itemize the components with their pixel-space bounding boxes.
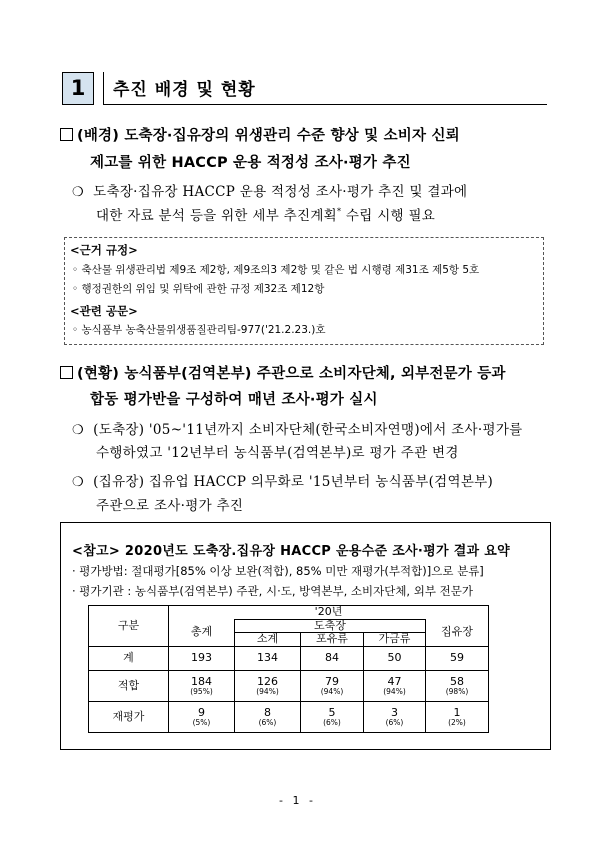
footnote-mark: * bbox=[337, 207, 342, 216]
percent: (2%) bbox=[448, 718, 466, 728]
value: 79 bbox=[325, 674, 339, 688]
basis-title: <근거 규정> bbox=[70, 243, 138, 257]
cell-milk: 59 bbox=[426, 646, 489, 670]
header-poultry: 가금류 bbox=[364, 633, 426, 647]
item2-bullet1-line2: 수행하였고 '12년부터 농식품부(검역본부)로 평가 주관 변경 bbox=[96, 445, 459, 461]
checkbox-square-icon bbox=[60, 128, 73, 141]
header-mammal: 포유류 bbox=[301, 633, 364, 647]
value: 5 bbox=[328, 705, 336, 719]
section-underline bbox=[103, 104, 547, 105]
cell-subtotal bbox=[235, 670, 301, 701]
percent: (6%) bbox=[258, 718, 277, 728]
percent: (6%) bbox=[385, 718, 404, 728]
reference-title: <참고> 2020년도 도축장.집유장 HACCP 운용수준 조사·평가 결과 요약 bbox=[72, 544, 510, 559]
item1-heading-line1: (배경) 도축장·집유장의 위생관리 수준 향상 및 소비자 신뢰 bbox=[77, 128, 460, 144]
cell-subtotal bbox=[235, 701, 301, 732]
percent: (94%) bbox=[383, 687, 406, 697]
percent: (98%) bbox=[445, 687, 469, 697]
table-row bbox=[89, 701, 489, 732]
basis-item-2: ◦ 행정권한의 위임 및 위탁에 관한 규정 제32조 제12항 bbox=[72, 283, 325, 295]
percent: (94%) bbox=[320, 687, 344, 697]
section-divider bbox=[103, 72, 104, 105]
table-row bbox=[89, 646, 489, 670]
item2-bullet1-line1: (도축장) '05~'11년까지 소비자단체(한국소비자연맹)에서 조사·평가를 bbox=[93, 422, 523, 438]
cell-milk bbox=[426, 670, 489, 701]
header-subtotal: 소계 bbox=[235, 633, 301, 647]
row-label: 재평가 bbox=[89, 701, 169, 732]
table-row bbox=[89, 670, 489, 701]
percent: (6%) bbox=[323, 718, 341, 728]
item2-bullet2 bbox=[72, 470, 493, 490]
percent: (94%) bbox=[256, 687, 279, 697]
checkbox-square-icon bbox=[60, 366, 73, 379]
item1-bullet bbox=[72, 180, 467, 200]
item2-bullet1 bbox=[72, 418, 523, 438]
value: 47 bbox=[387, 674, 402, 688]
item2-heading-line1: (현황) 농식품부(검역본부) 주관으로 소비자단체, 외부전문가 등과 bbox=[77, 366, 506, 382]
circle-bullet-icon: ❍ bbox=[72, 185, 84, 200]
value: 9 bbox=[198, 705, 205, 719]
cell-poultry bbox=[364, 701, 426, 732]
section-title: 추진 배경 및 현황 bbox=[113, 80, 256, 100]
header-year: '20년 bbox=[169, 606, 489, 620]
header-category: 구분 bbox=[89, 606, 169, 647]
value: 184 bbox=[191, 674, 212, 688]
percent: (5%) bbox=[192, 718, 211, 728]
doc-item: ◦ 농식품부 농축산물위생품질관리팀-977('21.2.23.)호 bbox=[72, 324, 326, 336]
row-label: 계 bbox=[89, 646, 169, 670]
results-table bbox=[88, 605, 489, 733]
cell-total: 193 bbox=[169, 646, 235, 670]
value: 3 bbox=[391, 705, 398, 719]
cell-subtotal: 134 bbox=[235, 646, 301, 670]
cell-mammal bbox=[301, 670, 364, 701]
item1-heading bbox=[60, 124, 460, 145]
reference-method: · 평가방법: 절대평가[85% 이상 보완(적합), 85% 미만 재평가(부적합)]으로 분류] bbox=[72, 564, 484, 578]
item1-bullet-line1: 도축장·집유장 HACCP 운용 적정성 조사·평가 추진 및 결과에 bbox=[93, 184, 468, 200]
section-number: 1 bbox=[62, 72, 94, 105]
cell-poultry: 50 bbox=[364, 646, 426, 670]
item1-bullet-line2a: 대한 자료 분석 등을 위한 세부 추진계획 bbox=[96, 208, 338, 224]
row-label: 적합 bbox=[89, 670, 169, 701]
cell-milk bbox=[426, 701, 489, 732]
item2-heading bbox=[60, 362, 506, 383]
value: 1 bbox=[453, 705, 461, 719]
item1-bullet-line2b: 수립 시행 필요 bbox=[341, 208, 436, 224]
value: 126 bbox=[257, 674, 278, 688]
header-milk-collection: 집유장 bbox=[426, 619, 489, 646]
circle-bullet-icon: ❍ bbox=[72, 423, 84, 438]
cell-total bbox=[169, 701, 235, 732]
value: 58 bbox=[450, 674, 464, 688]
page-number: - 1 - bbox=[279, 794, 316, 807]
header-total: 총계 bbox=[169, 619, 235, 646]
reference-agencies: · 평가기관 : 농식품부(검역본부) 주관, 시·도, 방역본부, 소비자단체, 외부 전문가 bbox=[72, 584, 473, 598]
cell-poultry bbox=[364, 670, 426, 701]
percent: (95%) bbox=[190, 687, 213, 697]
item1-heading-line2: 제고를 위한 HACCP 운용 적정성 조사·평가 추진 bbox=[90, 155, 411, 171]
basis-item-1: ◦ 축산물 위생관리법 제9조 제2항, 제9조의3 제2항 및 같은 법 시행령 제31조 제5항 5호 bbox=[72, 264, 480, 276]
cell-total bbox=[169, 670, 235, 701]
header-slaughterhouse: 도축장 bbox=[235, 619, 426, 633]
item2-bullet2-line2: 주관으로 조사·평가 추진 bbox=[96, 498, 244, 514]
item1-bullet-line2 bbox=[96, 204, 435, 224]
doc-title: <관련 공문> bbox=[70, 304, 138, 318]
item2-heading-line2: 합동 평가반을 구성하여 매년 조사·평가 실시 bbox=[90, 392, 378, 408]
value: 8 bbox=[264, 705, 271, 719]
circle-bullet-icon: ❍ bbox=[72, 475, 84, 490]
cell-mammal: 84 bbox=[301, 646, 364, 670]
item2-bullet2-line1: (집유장) 집유업 HACCP 의무화로 '15년부터 농식품부(검역본부) bbox=[93, 474, 494, 490]
cell-mammal bbox=[301, 701, 364, 732]
